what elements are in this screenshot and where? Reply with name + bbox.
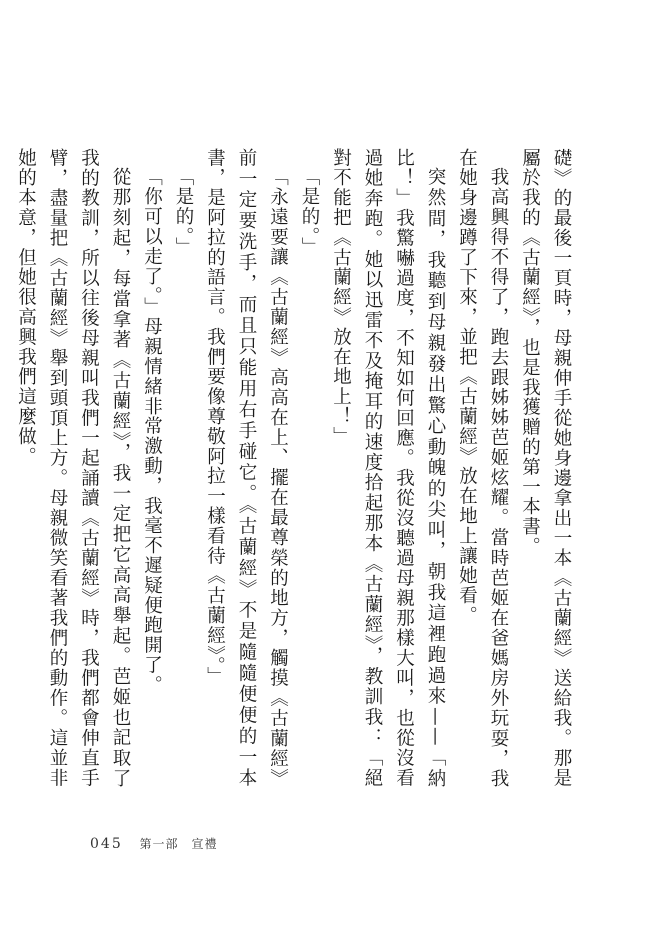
page-footer [90, 834, 218, 852]
paragraph: 突然間，我聽到母親發出驚心動魄的尖叫，朝我這裡跑過來——「納比！」我驚嚇過度，不知如何回應。我從沒聽過母親那樣大叫，也從沒看過她奔跑。她以迅雷不及掩耳的速度拾起那本《古蘭經》，教訓我：「絕對不能把《古蘭經》放在地上！」 [330, 148, 446, 788]
paragraph: 「你可以走了。」母親情緒非常激動，我毫不遲疑便跑開了。 [141, 166, 163, 695]
body-text [15, 148, 577, 788]
paragraph: 「是的。」 [173, 166, 194, 257]
paragraph: 我高興得不得了，跑去跟姊姊芭姬炫耀。當時芭姬在爸媽房外玩耍，我在她身邊蹲了下來，並把《古蘭經》放在地上讓她看。 [456, 148, 509, 788]
paragraph: 「是的。」 [299, 166, 320, 257]
paragraph: 「永遠要讓《古蘭經》高高在上、擺在最尊榮的地方，觸摸《古蘭經》前一定要洗手，而且只能用右手碰它。《古蘭經》不是隨隨便便的一本書，是阿拉的語言。我們要像尊敬阿拉一樣看待《古蘭經》。」 [204, 148, 289, 788]
paragraph: 從那刻起，每當拿著《古蘭經》，我一定把它高高舉起。芭姬也記取了我的教訓，所以往後母親叫我們一起誦讀《古蘭經》時，我們都會伸直手臂，盡量把《古蘭經》舉到頭頂上方。母親微笑看著我們的動作。這並非她的本意，但她很高興我們這麼做。 [15, 148, 131, 788]
page-number: 045 [90, 836, 123, 852]
paragraph: 礎》的最後一頁時，母親伸手從她身邊拿出一本《古蘭經》送給我。那是屬於我的《古蘭經》，也是我獲贈的第一本書。 [519, 148, 572, 788]
section-title: 第一部 宣禮 [139, 837, 218, 851]
